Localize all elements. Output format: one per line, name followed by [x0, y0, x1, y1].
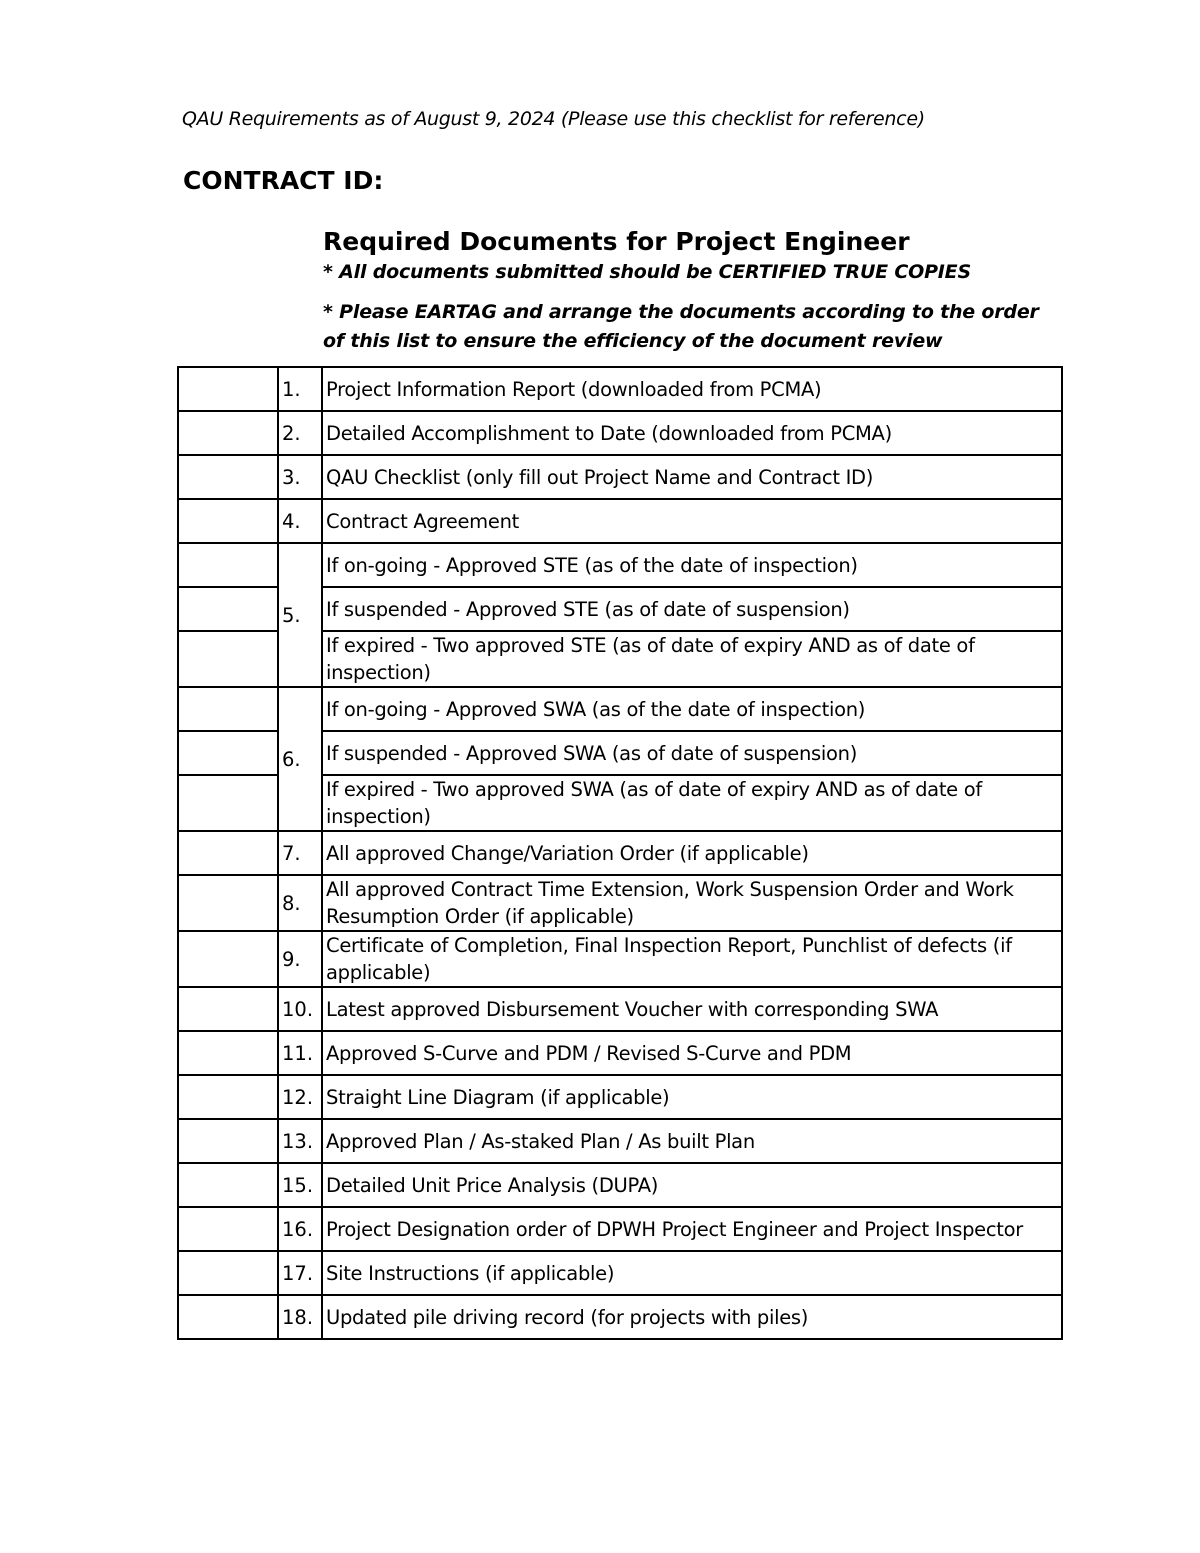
table-row [178, 411, 1062, 455]
item-text: If on-going - Approved STE (as of the date of inspection) [322, 543, 1062, 587]
checkbox-cell[interactable] [178, 499, 278, 543]
item-text: Detailed Unit Price Analysis (DUPA) [322, 1163, 1062, 1207]
checkbox-cell[interactable] [178, 775, 278, 831]
table-row [178, 1295, 1062, 1339]
checkbox-cell[interactable] [178, 1031, 278, 1075]
item-text: Site Instructions (if applicable) [322, 1251, 1062, 1295]
checkbox-cell[interactable] [178, 687, 278, 731]
item-number: 5. [278, 543, 322, 687]
item-text: All approved Contract Time Extension, Work Suspension Order and Work Resumption Order (if applicable) [322, 875, 1062, 931]
item-text: Updated pile driving record (for projects with piles) [322, 1295, 1062, 1339]
item-text: Approved Plan / As-staked Plan / As built Plan [322, 1119, 1062, 1163]
item-number: 12. [278, 1075, 322, 1119]
item-number: 2. [278, 411, 322, 455]
item-text: If suspended - Approved SWA (as of date of suspension) [322, 731, 1062, 775]
item-number: 1. [278, 367, 322, 411]
table-row [178, 455, 1062, 499]
item-text: Project Information Report (downloaded from PCMA) [322, 367, 1062, 411]
item-number: 3. [278, 455, 322, 499]
table-row [178, 543, 1062, 587]
table-row [178, 687, 1062, 731]
item-number: 9. [278, 931, 322, 987]
item-text: Contract Agreement [322, 499, 1062, 543]
item-number: 6. [278, 687, 322, 831]
checkbox-cell[interactable] [178, 875, 278, 931]
item-number: 15. [278, 1163, 322, 1207]
checkbox-cell[interactable] [178, 1207, 278, 1251]
item-text: Approved S-Curve and PDM / Revised S-Curve and PDM [322, 1031, 1062, 1075]
item-number: 18. [278, 1295, 322, 1339]
item-number: 7. [278, 831, 322, 875]
contract-id-label: CONTRACT ID: [183, 166, 384, 195]
item-number: 13. [278, 1119, 322, 1163]
document-title: Required Documents for Project Engineer [323, 227, 910, 256]
item-text: Detailed Accomplishment to Date (downloaded from PCMA) [322, 411, 1062, 455]
item-number: 10. [278, 987, 322, 1031]
item-text: All approved Change/Variation Order (if applicable) [322, 831, 1062, 875]
checkbox-cell[interactable] [178, 455, 278, 499]
checkbox-cell[interactable] [178, 543, 278, 587]
item-text: Project Designation order of DPWH Project Engineer and Project Inspector [322, 1207, 1062, 1251]
checkbox-cell[interactable] [178, 1163, 278, 1207]
item-text: QAU Checklist (only fill out Project Name and Contract ID) [322, 455, 1062, 499]
table-row [178, 875, 1062, 931]
table-row [178, 1031, 1062, 1075]
checkbox-cell[interactable] [178, 1295, 278, 1339]
checkbox-cell[interactable] [178, 367, 278, 411]
item-text: If expired - Two approved SWA (as of date of expiry AND as of date of inspection) [322, 775, 1062, 831]
checkbox-cell[interactable] [178, 1251, 278, 1295]
table-row [178, 1119, 1062, 1163]
checkbox-cell[interactable] [178, 931, 278, 987]
item-number: 11. [278, 1031, 322, 1075]
eartag-note: * Please EARTAG and arrange the documents according to the order of this list to ensure the efficiency of the document review [323, 301, 1039, 352]
item-text: Latest approved Disbursement Voucher with corresponding SWA [322, 987, 1062, 1031]
table-row [178, 1163, 1062, 1207]
table-row [178, 367, 1062, 411]
checkbox-cell[interactable] [178, 1075, 278, 1119]
table-row [178, 1251, 1062, 1295]
checkbox-cell[interactable] [178, 587, 278, 631]
checkbox-cell[interactable] [178, 631, 278, 687]
item-number: 4. [278, 499, 322, 543]
table-row [178, 931, 1062, 987]
checkbox-cell[interactable] [178, 731, 278, 775]
item-number: 17. [278, 1251, 322, 1295]
item-text: Certificate of Completion, Final Inspection Report, Punchlist of defects (if applicable) [322, 931, 1062, 987]
item-number: 8. [278, 875, 322, 931]
requirements-date-note: QAU Requirements as of August 9, 2024 (Please use this checklist for reference) [182, 108, 925, 130]
table-row [178, 831, 1062, 875]
item-text: If suspended - Approved STE (as of date of suspension) [322, 587, 1062, 631]
checkbox-cell[interactable] [178, 831, 278, 875]
checkbox-cell[interactable] [178, 987, 278, 1031]
table-row [178, 1207, 1062, 1251]
item-text: Straight Line Diagram (if applicable) [322, 1075, 1062, 1119]
item-text: If expired - Two approved STE (as of date of expiry AND as of date of inspection) [322, 631, 1062, 687]
table-row [178, 1075, 1062, 1119]
requirements-checklist-table [177, 366, 1063, 1340]
checkbox-cell[interactable] [178, 411, 278, 455]
table-row [178, 987, 1062, 1031]
item-number: 16. [278, 1207, 322, 1251]
item-text: If on-going - Approved SWA (as of the date of inspection) [322, 687, 1062, 731]
certified-copies-note: * All documents submitted should be CERTIFIED TRUE COPIES [323, 261, 971, 283]
checkbox-cell[interactable] [178, 1119, 278, 1163]
table-row [178, 499, 1062, 543]
